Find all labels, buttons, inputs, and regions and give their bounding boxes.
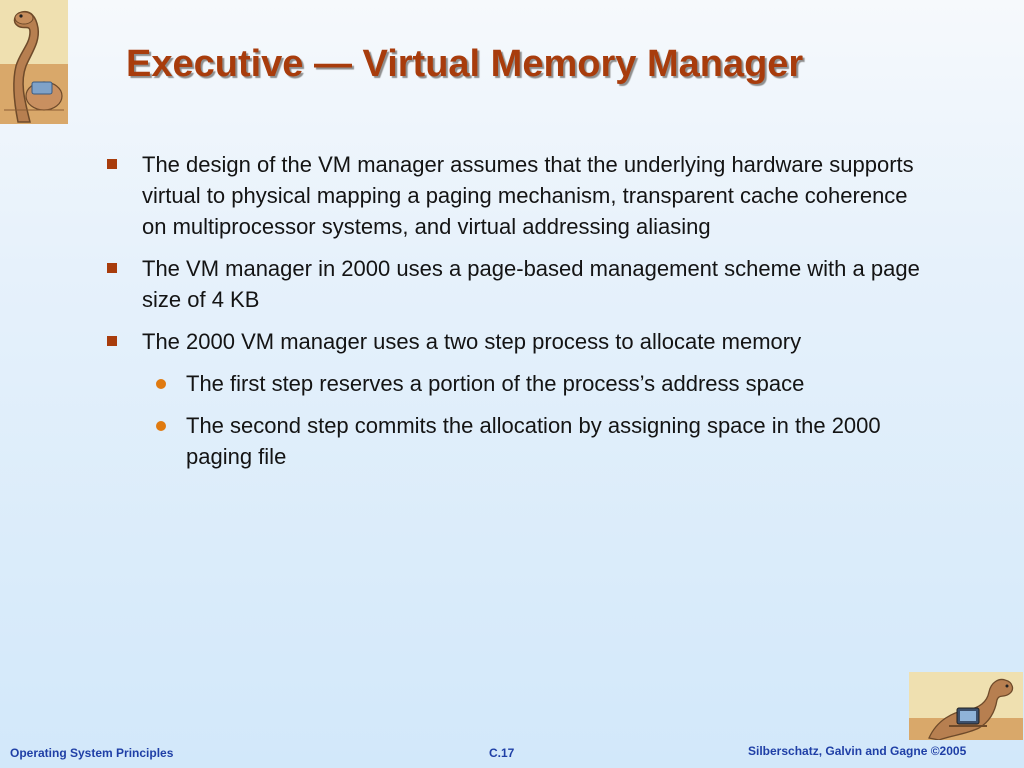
dinosaur-with-laptop-illustration-icon [909,672,1023,740]
footer-course-name: Operating System Principles [10,746,174,760]
square-bullet-icon [107,336,117,346]
square-bullet-icon [107,159,117,169]
sub-bullet-item [104,368,924,399]
sub-bullet-text: The first step reserves a portion of the process’s address space [186,371,805,396]
square-bullet-icon [107,263,117,273]
bullet-item [104,253,924,315]
round-bullet-icon [156,421,166,431]
bullet-item [104,149,924,242]
round-bullet-icon [156,379,166,389]
footer-page-number: C.17 [489,746,515,760]
bullet-item [104,326,924,357]
dinosaur-illustration-icon [0,0,68,124]
bullet-list [104,149,924,483]
footer-copyright: Silberschatz, Galvin and Gagne ©2005 [748,744,967,758]
bullet-text: The design of the VM manager assumes that the underlying hardware supports virtual to physical mapping a paging mechanism, transparent cache coherence on multiprocessor systems, and virtual addressing aliasing [142,152,914,239]
bullet-text: The 2000 VM manager uses a two step process to allocate memory [142,329,802,354]
bullet-text: The VM manager in 2000 uses a page-based management scheme with a page size of 4 KB [142,256,920,312]
sub-bullet-text: The second step commits the allocation by assigning space in the 2000 paging file [186,413,881,469]
slide-title: Executive — Virtual Memory Manager [126,43,804,85]
sub-bullet-item [104,410,924,472]
